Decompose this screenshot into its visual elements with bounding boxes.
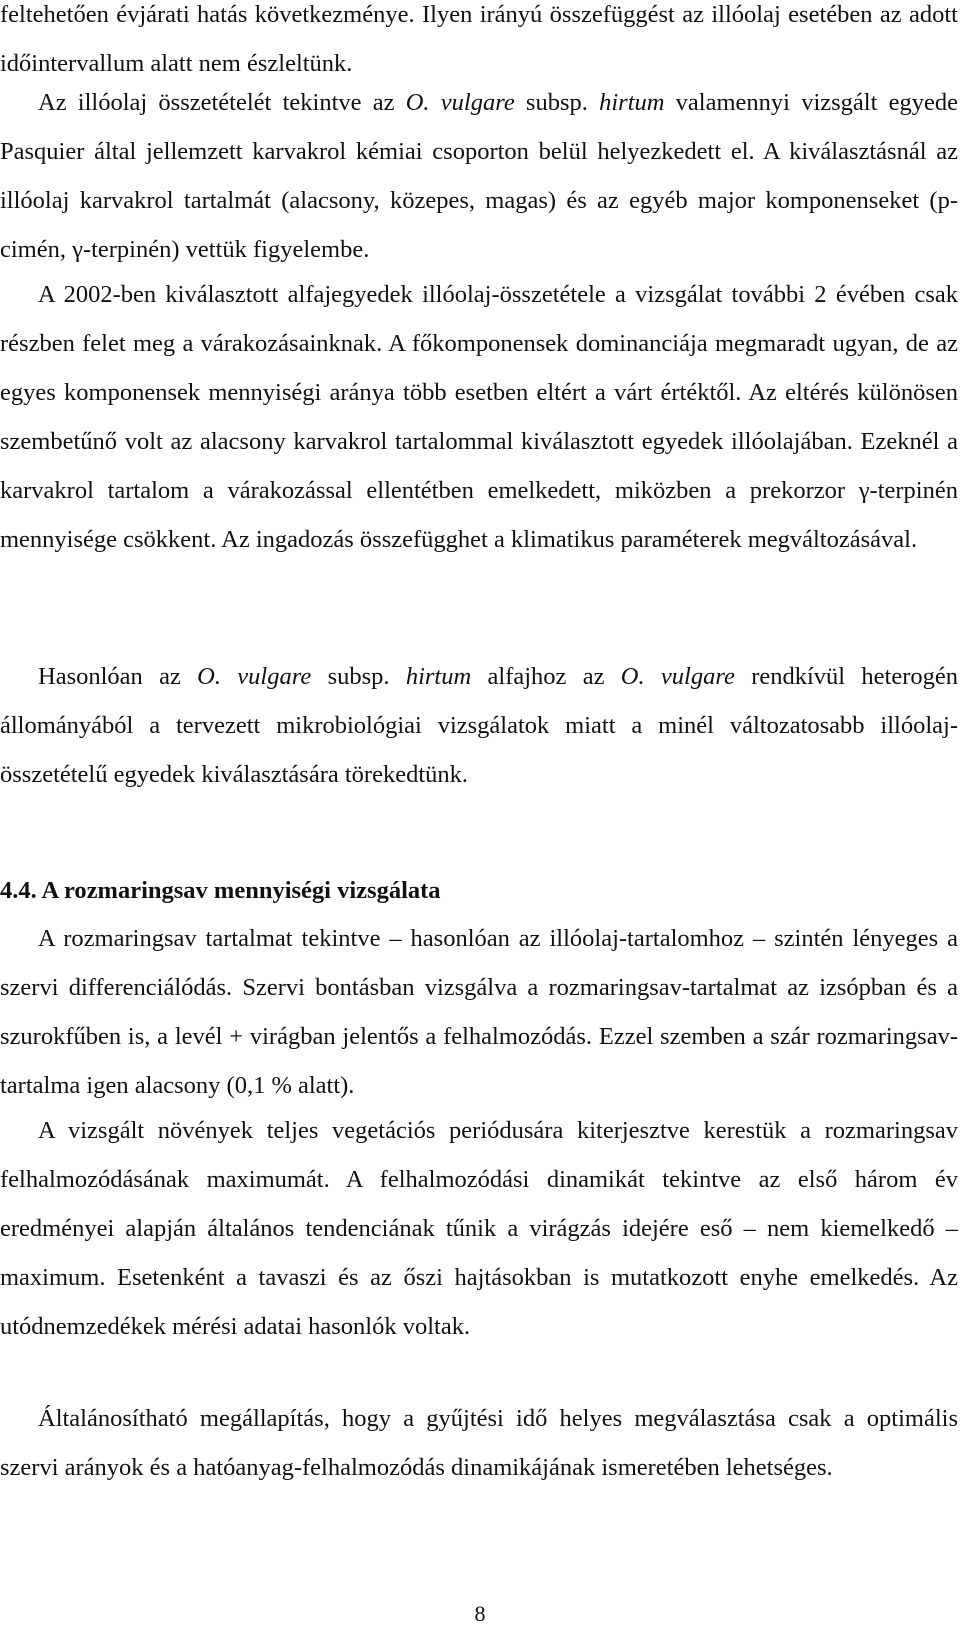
paragraph-text: Hasonlóan az (38, 663, 198, 690)
paragraph-rosmarinic-content (0, 914, 958, 1110)
paragraph-selection-results (0, 270, 958, 564)
page-number: 8 (474, 1601, 486, 1626)
paragraph-text: valamennyi vizsgált egyede Pasquier által jellemzett karvakrol kémiai csoporton belül helyezkedett el. A kiválasztásnál az illóolaj karvakrol tartalmát (alacsony, közepes, magas) és az egyéb major komponenseket (p-cimén, γ-terpinén) vettük figyelembe. (0, 89, 959, 263)
paragraph-text: Az illóolaj összetételét tekintve az (38, 89, 406, 116)
paragraph-text: A 2002-ben kiválasztott alfajegyedek illóolaj-összetétele a vizsgálat további 2 évében csak részben felet meg a várakozásainknak. A főkomponensek dominanciája megmaradt ugyan, de az egyes komponensek mennyiségi aránya több esetben eltért a várt értéktől. Az eltérés különösen szembetűnő volt az alacsony karvakrol tartalommal kiválasztott egyedek illóolajában. Ezeknél a karvakrol tartalom a várakozással ellentétben emelkedett, miközben a prekorzor γ-terpinén mennyisége csökkent. Az ingadozás összefügghet a klimatikus paraméterek megváltozásával. (0, 281, 958, 553)
paragraph-text: feltehetően évjárati hatás következménye. Ilyen irányú összefüggést az illóolaj esetében az adott időintervallum alatt nem észleltünk. (0, 1, 958, 77)
paragraph-continuation (0, 0, 958, 88)
paragraph-text: subsp. (311, 663, 406, 690)
paragraph-text: alfajhoz az (471, 663, 621, 690)
section-heading: 4.4. A rozmaringsav mennyiségi vizsgálata (0, 877, 441, 904)
paragraph-composition (0, 78, 958, 274)
paragraph-conclusion (0, 1394, 958, 1492)
subspecies-name: hirtum (405, 663, 472, 690)
paragraph-text: A rozmaringsav tartalmat tekintve – hasonlóan az illóolaj-tartalomhoz – szintén lényeges a szervi differenciálódás. Szervi bontásban vizsgálva a rozmaringsav-tartalmat az izsópban és a szurokfűben is, a levél + virágban jelentős a felhalmozódás. Ezzel szemben a szár rozmaringsav-tartalma igen alacsony (0,1 % alatt). (0, 925, 958, 1099)
paragraph-similarly (0, 652, 958, 799)
paragraph-vegetation-period (0, 1106, 958, 1351)
subspecies-name: hirtum (599, 89, 665, 116)
species-name: O. vulgare (405, 89, 515, 116)
paragraph-text: Általánosítható megállapítás, hogy a gyűjtési idő helyes megválasztása csak a optimális szervi arányok és a hatóanyag-felhalmozódás dinamikájának ismeretében lehetséges. (0, 1405, 958, 1481)
paragraph-text: rendkívül heterogén állományából a tervezett mikrobiológiai vizsgálatok miatt a minél változatosabb illóolaj-összetételű egyedek kiválasztására törekedtünk. (0, 663, 958, 788)
paragraph-text: A vizsgált növények teljes vegetációs periódusára kiterjesztve kerestük a rozmaringsav felhalmozódásának maximumát. A felhalmozódási dinamikát tekintve az első három év eredményei alapján általános tendenciának tűnik a virágzás idejére eső – nem kiemelkedő – maximum. Esetenként a tavaszi és az őszi hajtásokban is mutatkozott enyhe emelkedés. Az utódnemzedékek mérési adatai hasonlók voltak. (0, 1117, 958, 1340)
species-name: O. vulgare (197, 663, 312, 690)
paragraph-text: subsp. (514, 89, 600, 116)
species-name: O. vulgare (620, 663, 735, 690)
